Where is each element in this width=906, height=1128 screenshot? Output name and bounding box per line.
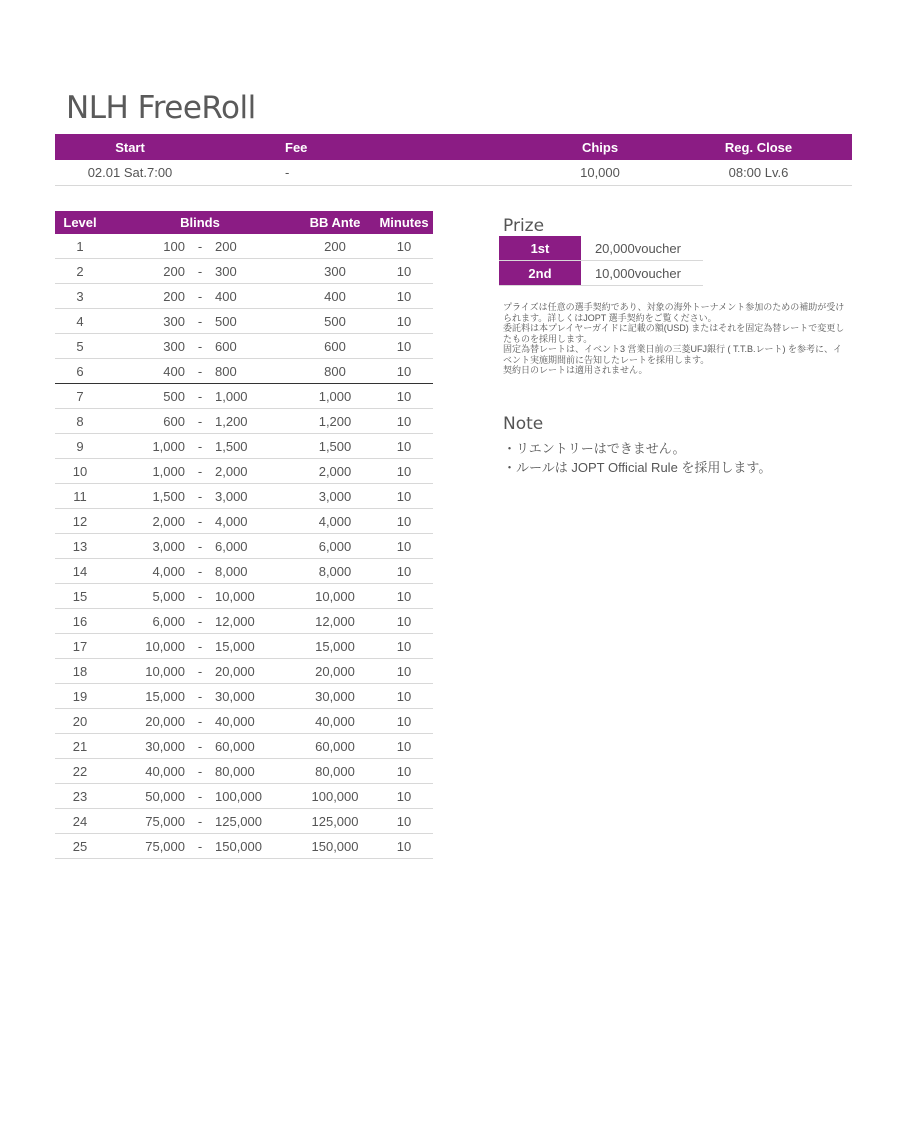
level-number: 18: [72, 663, 88, 679]
note-item: ・ルールは JOPT Official Rule を採用します。: [503, 460, 772, 475]
big-blind: 200: [215, 238, 237, 254]
minutes: 10: [396, 513, 412, 529]
big-blind: 600: [215, 338, 237, 354]
blind-level-row: [55, 534, 433, 559]
blinds-cell: [105, 784, 295, 808]
big-blind: 1,000: [215, 388, 248, 404]
blind-separator: -: [197, 688, 203, 704]
blinds-cell: [105, 234, 295, 258]
blind-level-row: [55, 784, 433, 809]
header-level: Level: [63, 215, 97, 230]
big-blind: 300: [215, 263, 237, 279]
level-number: 16: [72, 613, 88, 629]
minutes: 10: [396, 738, 412, 754]
blind-separator: -: [197, 463, 203, 479]
minutes: 10: [396, 638, 412, 654]
bb-ante: 150,000: [311, 838, 359, 854]
level-number: 19: [72, 688, 88, 704]
header-fee: Fee: [285, 139, 308, 155]
small-blind: 75,000: [145, 838, 185, 854]
minutes: 10: [396, 488, 412, 504]
blind-separator: -: [197, 563, 203, 579]
level-number: 3: [76, 288, 84, 304]
blind-separator: -: [197, 813, 203, 829]
blind-separator: -: [197, 763, 203, 779]
blinds-cell: [105, 834, 295, 858]
summary-table: [55, 134, 852, 186]
blind-level-row: [55, 259, 433, 284]
blinds-cell: [105, 584, 295, 608]
big-blind: 1,500: [215, 438, 248, 454]
bb-ante: 2,000: [318, 463, 352, 479]
big-blind: 10,000: [215, 588, 255, 604]
small-blind: 600: [163, 413, 185, 429]
blinds-cell: [105, 634, 295, 658]
bb-ante: 600: [324, 338, 346, 354]
small-blind: 2,000: [152, 513, 185, 529]
big-blind: 3,000: [215, 488, 248, 504]
small-blind: 400: [163, 363, 185, 379]
minutes: 10: [396, 538, 412, 554]
header-reg-close: Reg. Close: [724, 139, 793, 155]
minutes: 10: [396, 663, 412, 679]
level-number: 20: [72, 713, 88, 729]
bb-ante: 1,200: [318, 413, 352, 429]
small-blind: 1,500: [152, 488, 185, 504]
level-number: 6: [76, 363, 84, 379]
note-list: [503, 439, 771, 477]
blinds-cell: [105, 334, 295, 358]
blinds-cell: [105, 409, 295, 433]
blind-separator: -: [197, 638, 203, 654]
big-blind: 8,000: [215, 563, 248, 579]
bb-ante: 1,500: [318, 438, 352, 454]
blind-separator: -: [197, 438, 203, 454]
blinds-cell: [105, 734, 295, 758]
big-blind: 15,000: [215, 638, 255, 654]
small-blind: 1,000: [152, 438, 185, 454]
minutes: 10: [396, 588, 412, 604]
small-blind: 4,000: [152, 563, 185, 579]
small-blind: 100: [163, 238, 185, 254]
blinds-cell: [105, 809, 295, 833]
blind-level-row: [55, 809, 433, 834]
note-item: ・リエントリーはできません。: [503, 441, 686, 456]
blind-level-row: [55, 459, 433, 484]
prize-rank: 1st: [499, 236, 581, 260]
blind-level-row: [55, 509, 433, 534]
big-blind: 500: [215, 313, 237, 329]
blind-level-row: [55, 834, 433, 859]
blinds-cell: [105, 534, 295, 558]
bb-ante: 8,000: [318, 563, 352, 579]
small-blind: 6,000: [152, 613, 185, 629]
header-bb-ante: BB Ante: [309, 215, 361, 230]
big-blind: 125,000: [215, 813, 262, 829]
big-blind: 20,000: [215, 663, 255, 679]
fine-print-line: 固定為替レートは、イベント3 営業日前の三菱UFJ銀行 ( T.T.B.レート) を参考に、イベント実施期間前に告知したレートを採用します。: [503, 344, 843, 365]
small-blind: 40,000: [145, 763, 185, 779]
minutes: 10: [396, 438, 412, 454]
small-blind: 200: [163, 263, 185, 279]
header-blinds: Blinds: [180, 215, 220, 230]
bb-ante: 40,000: [315, 713, 355, 729]
big-blind: 2,000: [215, 463, 248, 479]
big-blind: 60,000: [215, 738, 255, 754]
minutes: 10: [396, 388, 412, 404]
blind-separator: -: [197, 488, 203, 504]
level-number: 4: [76, 313, 84, 329]
minutes: 10: [396, 713, 412, 729]
minutes: 10: [396, 788, 412, 804]
small-blind: 300: [163, 338, 185, 354]
bb-ante: 100,000: [311, 788, 359, 804]
bb-ante: 400: [324, 288, 346, 304]
summary-row: [55, 160, 852, 186]
minutes: 10: [396, 263, 412, 279]
blinds-cell: [105, 684, 295, 708]
level-number: 10: [72, 463, 88, 479]
blind-separator: -: [197, 363, 203, 379]
prize-heading: Prize: [503, 216, 545, 236]
page-title: NLH FreeRoll: [66, 90, 256, 126]
blind-separator: -: [197, 613, 203, 629]
reg-close-value: 08:00 Lv.6: [728, 165, 789, 180]
level-number: 2: [76, 263, 84, 279]
note-heading: Note: [503, 414, 544, 434]
small-blind: 75,000: [145, 813, 185, 829]
blind-separator: -: [197, 588, 203, 604]
blind-header: [55, 211, 433, 234]
header-start: Start: [115, 139, 145, 155]
small-blind: 10,000: [145, 663, 185, 679]
blinds-cell: [105, 559, 295, 583]
bb-ante: 80,000: [315, 763, 355, 779]
bb-ante: 15,000: [315, 638, 355, 654]
small-blind: 30,000: [145, 738, 185, 754]
summary-header: [55, 134, 852, 160]
level-number: 14: [72, 563, 88, 579]
level-number: 9: [76, 438, 84, 454]
blinds-cell: [105, 384, 295, 408]
bb-ante: 10,000: [315, 588, 355, 604]
blinds-cell: [105, 284, 295, 308]
prize-table: [499, 236, 703, 286]
blind-level-row: [55, 659, 433, 684]
small-blind: 1,000: [152, 463, 185, 479]
minutes: 10: [396, 813, 412, 829]
big-blind: 12,000: [215, 613, 255, 629]
small-blind: 10,000: [145, 638, 185, 654]
level-number: 21: [72, 738, 88, 754]
blind-separator: -: [197, 288, 203, 304]
blind-separator: -: [197, 838, 203, 854]
blind-separator: -: [197, 663, 203, 679]
big-blind: 6,000: [215, 538, 248, 554]
prize-fine-print: [503, 302, 848, 376]
level-number: 8: [76, 413, 84, 429]
blind-level-row: [55, 734, 433, 759]
prize-rank: 2nd: [499, 261, 581, 285]
blind-separator: -: [197, 238, 203, 254]
blinds-cell: [105, 309, 295, 333]
blind-level-row: [55, 559, 433, 584]
minutes: 10: [396, 363, 412, 379]
bb-ante: 12,000: [315, 613, 355, 629]
small-blind: 20,000: [145, 713, 185, 729]
prize-value: 10,000voucher: [594, 265, 681, 281]
minutes: 10: [396, 313, 412, 329]
blind-level-row: [55, 634, 433, 659]
fine-print-line: 委託料は本プレイヤーガイドに記載の額(USD) またはそれを固定為替レートで変更したものを採用します。: [503, 323, 845, 344]
level-number: 15: [72, 588, 88, 604]
big-blind: 800: [215, 363, 237, 379]
blind-separator: -: [197, 788, 203, 804]
chips-value: 10,000: [580, 165, 620, 180]
small-blind: 15,000: [145, 688, 185, 704]
blinds-cell: [105, 609, 295, 633]
blinds-cell: [105, 759, 295, 783]
fee-value: -: [285, 165, 290, 180]
bb-ante: 3,000: [318, 488, 352, 504]
small-blind: 500: [163, 388, 185, 404]
minutes: 10: [396, 563, 412, 579]
bb-ante: 60,000: [315, 738, 355, 754]
big-blind: 4,000: [215, 513, 248, 529]
level-number: 1: [76, 238, 84, 254]
minutes: 10: [396, 688, 412, 704]
blinds-cell: [105, 509, 295, 533]
blinds-cell: [105, 359, 295, 383]
blind-level-row: [55, 434, 433, 459]
level-number: 5: [76, 338, 84, 354]
minutes: 10: [396, 763, 412, 779]
big-blind: 100,000: [215, 788, 262, 804]
blind-separator: -: [197, 338, 203, 354]
blinds-cell: [105, 709, 295, 733]
bb-ante: 1,000: [318, 388, 352, 404]
blind-level-row: [55, 359, 433, 384]
prize-value: 20,000voucher: [594, 240, 681, 256]
small-blind: 300: [163, 313, 185, 329]
big-blind: 30,000: [215, 688, 255, 704]
level-number: 11: [73, 488, 87, 504]
blind-level-row: [55, 384, 433, 409]
blind-separator: -: [197, 538, 203, 554]
blind-level-row: [55, 234, 433, 259]
minutes: 10: [396, 613, 412, 629]
blind-level-row: [55, 684, 433, 709]
minutes: 10: [396, 413, 412, 429]
small-blind: 5,000: [152, 588, 185, 604]
blind-level-row: [55, 709, 433, 734]
prize-row: [499, 236, 703, 261]
bb-ante: 200: [324, 238, 346, 254]
level-number: 7: [76, 388, 84, 404]
blind-level-row: [55, 334, 433, 359]
big-blind: 40,000: [215, 713, 255, 729]
header-minutes: Minutes: [379, 215, 429, 230]
level-number: 17: [72, 638, 88, 654]
blind-separator: -: [197, 413, 203, 429]
blind-separator: -: [197, 263, 203, 279]
blind-separator: -: [197, 313, 203, 329]
bb-ante: 4,000: [318, 513, 352, 529]
blinds-cell: [105, 659, 295, 683]
blind-level-row: [55, 584, 433, 609]
big-blind: 400: [215, 288, 237, 304]
minutes: 10: [396, 463, 412, 479]
big-blind: 150,000: [215, 838, 262, 854]
bb-ante: 125,000: [311, 813, 359, 829]
level-number: 23: [72, 788, 88, 804]
minutes: 10: [396, 838, 412, 854]
blinds-cell: [105, 459, 295, 483]
blind-level-row: [55, 284, 433, 309]
small-blind: 3,000: [152, 538, 185, 554]
blind-level-row: [55, 759, 433, 784]
big-blind: 80,000: [215, 763, 255, 779]
header-chips: Chips: [581, 139, 619, 155]
big-blind: 1,200: [215, 413, 248, 429]
level-number: 24: [72, 813, 88, 829]
small-blind: 200: [163, 288, 185, 304]
blind-level-row: [55, 309, 433, 334]
prize-row: [499, 261, 703, 286]
minutes: 10: [396, 288, 412, 304]
blind-separator: -: [197, 388, 203, 404]
bb-ante: 500: [324, 313, 346, 329]
bb-ante: 300: [324, 263, 346, 279]
level-number: 13: [72, 538, 88, 554]
blind-separator: -: [197, 713, 203, 729]
blinds-cell: [105, 434, 295, 458]
bb-ante: 30,000: [315, 688, 355, 704]
blind-level-row: [55, 409, 433, 434]
blind-structure-table: [55, 211, 433, 859]
fine-print-line: プライズは任意の選手契約であり、対象の海外トーナメント参加のための補助が受けられます。詳しくはJOPT 選手契約をご覧ください。: [503, 302, 845, 323]
start-value: 02.01 Sat.7:00: [87, 165, 173, 180]
bb-ante: 6,000: [318, 538, 352, 554]
blind-level-row: [55, 609, 433, 634]
blind-level-row: [55, 484, 433, 509]
blinds-cell: [105, 259, 295, 283]
minutes: 10: [396, 238, 412, 254]
level-number: 12: [72, 513, 88, 529]
bb-ante: 800: [324, 363, 346, 379]
small-blind: 50,000: [145, 788, 185, 804]
level-number: 22: [72, 763, 88, 779]
blinds-cell: [105, 484, 295, 508]
blind-separator: -: [197, 513, 203, 529]
fine-print-line: 契約日のレートは適用されません。: [503, 365, 648, 375]
minutes: 10: [396, 338, 412, 354]
level-number: 25: [72, 838, 88, 854]
bb-ante: 20,000: [315, 663, 355, 679]
blind-separator: -: [197, 738, 203, 754]
